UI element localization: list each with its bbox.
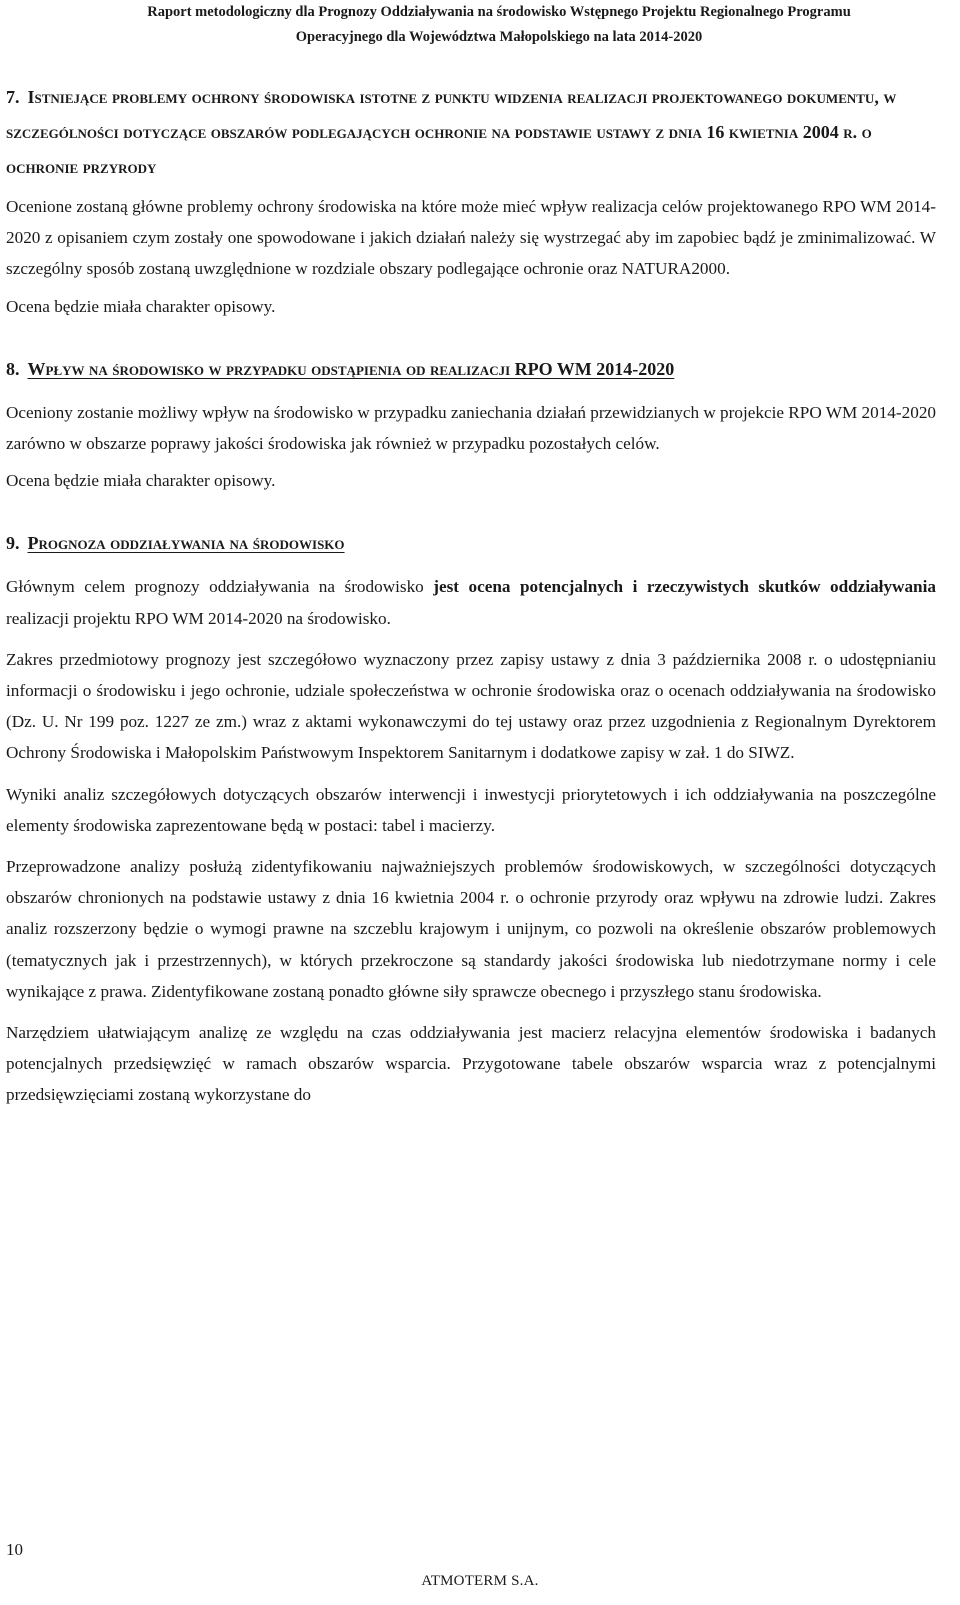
section-8-title: Wpływ na środowisko w przypadku odstąpienia od realizacji RPO WM 2014-2020 bbox=[27, 358, 675, 379]
header-line-1: Raport metodologiczny dla Prognozy Oddziaływania na środowisko Wstępnego Projektu Regionalnego Programu bbox=[147, 4, 851, 20]
section-9-paragraph-1 bbox=[6, 571, 936, 633]
page-number: 10 bbox=[6, 1540, 23, 1559]
running-header bbox=[60, 0, 938, 50]
section-7-paragraph-2: Ocena będzie miała charakter opisowy. bbox=[6, 296, 276, 316]
section-9-heading bbox=[6, 526, 936, 561]
section-8-heading bbox=[6, 352, 936, 387]
section-7-title: Istniejące problemy ochrony środowiska istotne z punktu widzenia realizacji projektowanego dokumentu, w szczególności dotyczące obszarów podlegających ochronie na podstawie ustawy z dnia 16 kwietnia 2004 r. o ochronie przyrody bbox=[6, 87, 897, 177]
section-9-title: Prognoza oddziaływania na środowisko bbox=[27, 533, 345, 554]
section-9-paragraph-1-bold: jest ocena potencjalnych i rzeczywistych skutków oddziaływania bbox=[433, 577, 936, 597]
page-content bbox=[6, 80, 936, 1111]
section-8-paragraph-2: Ocena będzie miała charakter opisowy. bbox=[6, 471, 276, 491]
section-9-paragraph-1-start: Głównym celem prognozy oddziaływania na środowisko bbox=[6, 577, 434, 597]
section-9-paragraph-4: Przeprowadzone analizy posłużą zidentyfikowaniu najważniejszych problemów środowiskowych, w szczególności dotyczących obszarów chronionych na podstawie ustawy z dnia 16 kwietnia 2004 r. o ochronie przyrody oraz wpływu na zdrowie ludzi. Zakres analiz rozszerzony będzie o wymogi prawne na szczeblu krajowym i unijnym, co pozwoli na określenie obszarów problemowych (tematycznych jak i przestrzennych), w których przekroczone są standardy jakości środowiska lub niedotrzymane normy i cele wynikające z prawa. Zidentyfikowane zostaną ponadto główne siły sprawcze obecnego i przyszłego stanu środowiska. bbox=[6, 857, 936, 1001]
section-8-paragraph-1: Oceniony zostanie możliwy wpływ na środowisko w przypadku zaniechania działań przewidzianych w projekcie RPO WM 2014-2020 zarówno w obszarze poprawy jakości środowiska jak również w przypadku pozostałych celów. bbox=[6, 402, 936, 454]
section-9-paragraph-2: Zakres przedmiotowy prognozy jest szczegółowo wyznaczony przez zapisy ustawy z dnia 3 października 2008 r. o udostępnianiu informacji o środowisku i jego ochronie, udziale społeczeństwa w ochronie środowiska oraz o ocenach oddziaływania na środowisko (Dz. U. Nr 199 poz. 1227 ze zm.) wraz z aktami wykonawczymi do tej ustawy oraz przez uzgodnienia z Regionalnym Dyrektorem Ochrony Środowiska i Małopolskim Państwowym Inspektorem Sanitarnym i dodatkowe zapisy w zał. 1 do SIWZ. bbox=[6, 649, 936, 763]
footer-company: ATMOTERM S.A. bbox=[421, 1573, 539, 1589]
section-9-paragraph-3: Wyniki analiz szczegółowych dotyczących obszarów interwencji i inwestycji priorytetowych i ich oddziaływania na poszczególne elementy środowiska zaprezentowane będą w postaci: tabel i macierzy. bbox=[6, 784, 936, 835]
section-7-paragraph-1: Ocenione zostaną główne problemy ochrony środowiska na które może mieć wpływ realizacja celów projektowanego RPO WM 2014-2020 z opisaniem czym zostały one spowodowane i jakich działań należy się wystrzegać aby im zapobiec bądź je zminimalizować. W szczególny sposób zostaną uwzględnione w rozdziale obszary podlegające ochronie oraz NATURA2000. bbox=[6, 197, 936, 279]
section-8-number: 8. bbox=[6, 358, 20, 379]
header-line-2: Operacyjnego dla Województwa Małopolskiego na lata 2014-2020 bbox=[295, 29, 703, 45]
section-9-number: 9. bbox=[6, 533, 20, 554]
section-7-heading bbox=[6, 80, 936, 185]
section-9-paragraph-5: Narzędziem ułatwiającym analizę ze względu na czas oddziaływania jest macierz relacyjna elementów środowiska i badanych potencjalnych przedsięwzięć w ramach obszarów wsparcia. Przygotowane tabele obszarów wsparcia wraz z potencjalnymi przedsięwzięciami zostaną wykorzystane do bbox=[6, 1023, 936, 1105]
section-7-number: 7. bbox=[6, 87, 20, 107]
section-9-paragraph-1-end: realizacji projektu RPO WM 2014-2020 na środowisko. bbox=[6, 608, 391, 628]
